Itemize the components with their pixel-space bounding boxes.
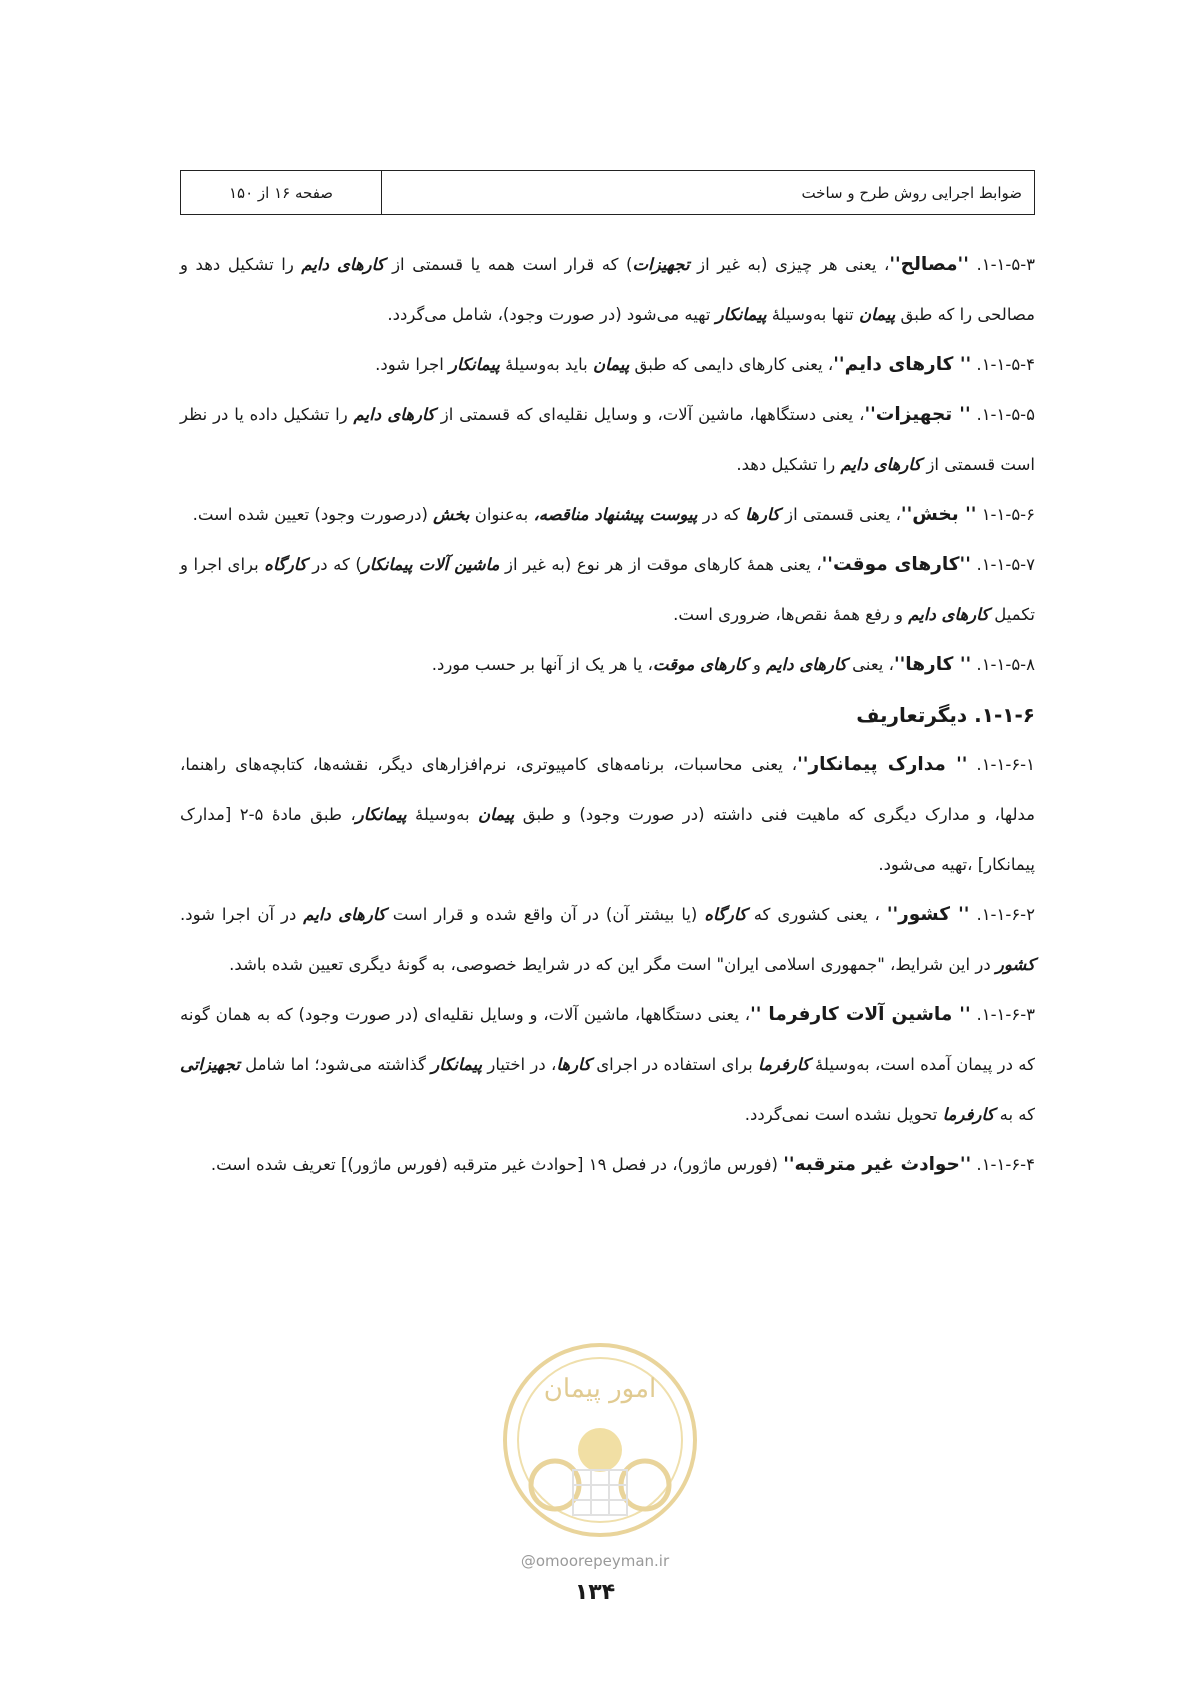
clause-number: ۱-۱-۵-۷. (970, 555, 1035, 574)
defined-term: '' بخش'' (900, 504, 977, 525)
term-reference: پیمانکار (449, 355, 500, 374)
definition-paragraph: ۱-۱-۵-۵. '' تجهیزات''، یعنی دستگاهها، ماشین آلات، و وسایل نقلیه‌ای که قسمتی از کارهای دایم را تشکیل داده یا در نظر است قسمتی از کارهای دایم را تشکیل دهد. (180, 404, 1035, 474)
term-reference: پیمان (593, 355, 630, 374)
clause-number: ۱-۱-۵-۵. (970, 405, 1035, 424)
definition-paragraph: ۱-۱-۵-۶ '' بخش''، یعنی قسمتی از کارها که در پیوست پیشنهاد مناقصه، به‌عنوان بخش (درصورت وجود) تعیین شده است. (192, 504, 1035, 525)
defined-term: ''مصالح'' (889, 254, 969, 275)
term-reference: کارفرما (942, 1105, 995, 1124)
definition-paragraph: ۱-۱-۵-۴. '' کارهای دایم''، یعنی کارهای دایمی که طبق پیمان باید به‌وسیلهٔ پیمانکار اجرا شود. (375, 354, 1035, 375)
term-reference: پیمانکار (355, 805, 407, 824)
clause-number: ۱-۱-۶-۲. (969, 905, 1035, 924)
term-reference: ماشین آلات پیمانکار (361, 555, 500, 574)
definition-paragraph: ۱-۱-۶-۴. ''حوادث غیر مترقبه'' (فورس ماژور)، در فصل ۱۹ [حوادث غیر مترقبه (فورس ماژور)] تعریف شده است. (210, 1154, 1035, 1175)
header-table (180, 170, 1035, 215)
clause-number: ۱-۱-۵-۶ (976, 505, 1035, 524)
defined-term: '' کارها'' (893, 654, 972, 675)
defined-term: '' مدارک پیمانکار'' (797, 754, 968, 775)
section-heading: ۱-۱-۶. دیگرتعاریف (856, 703, 1035, 727)
term-reference: کارهای دایم (303, 905, 386, 924)
term-reference: پیمان (478, 805, 515, 824)
term-reference: کارها (556, 1055, 591, 1074)
term-reference: کارگاه (264, 555, 307, 574)
defined-term: ''حوادث غیر مترقبه'' (783, 1154, 972, 1175)
defined-term: ''کارهای موقت'' (821, 554, 971, 575)
clause-number: ۱-۱-۶-۴. (971, 1155, 1035, 1174)
page-number: ۱۳۴ (574, 1580, 616, 1605)
term-reference: تجهیزات (632, 255, 690, 274)
defined-term: '' کشور'' (886, 904, 970, 925)
page-count-label: صفحه ۱۶ از ۱۵۰ (228, 183, 334, 202)
defined-term: '' کارهای دایم'' (833, 354, 972, 375)
definition-paragraph: ۱-۱-۶-۲. '' کشور'' ، یعنی کشوری که کارگاه (یا بیشتر آن) در آن واقع شده و قرار است کارهای دایم در آن اجرا شود. کشور در این شرایط، "جمهوری اسلامی ایران" است مگر این که در شرایط خصوصی، به گونهٔ دیگری تعیین شده باشد. (180, 904, 1035, 974)
definition-paragraph: ۱-۱-۶-۱. '' مدارک پیمانکار''، یعنی محاسبات، برنامه‌های کامپیوتری، نرم‌افزارهای دیگر، نقشه‌ها، کتابچه‌های راهنما، مدلها، و مدارک دیگری که ماهیت فنی داشته (در صورت وجود) و طبق پیمان به‌وسیلهٔ پیمانکار، طبق مادهٔ ۵-۲ [مدارک پیمانکار] ،تهیه می‌شود. (180, 754, 1035, 874)
term-reference: کارهای دایم (353, 405, 435, 424)
watermark-logo-text: امور پیمان (543, 1374, 657, 1404)
term-reference: تجهیزاتی (180, 1055, 240, 1074)
clause-number: ۱-۱-۶-۱. (967, 755, 1035, 774)
term-reference: کارها (745, 505, 780, 524)
term-reference: کارهای دایم (301, 255, 385, 274)
term-reference: کارهای دایم (840, 455, 922, 474)
term-reference: پیمانکار (431, 1055, 483, 1074)
definition-paragraph: ۱-۱-۶-۳. '' ماشین آلات کارفرما ''، یعنی دستگاهها، ماشین آلات، و وسایل نقلیه‌ای (در صورت وجود) که به همان گونه که در پیمان آمده است، به‌وسیلهٔ کارفرما برای استفاده در اجرای کارها، در اختیار پیمانکار گذاشته می‌شود؛ اما شامل تجهیزاتی که به کارفرما تحویل نشده است نمی‌گردد. (180, 1004, 1036, 1124)
term-reference: کشور (995, 955, 1035, 974)
definition-paragraph: ۱-۱-۵-۳. ''مصالح''، یعنی هر چیزی (به غیر از تجهیزات) که قرار است همه یا قسمتی از کارهای دایم را تشکیل دهد و مصالحی را که طبق پیمان تنها به‌وسیلهٔ پیمانکار تهیه می‌شود (در صورت وجود)، شامل می‌گردد. (180, 254, 1036, 324)
document-body (180, 240, 1035, 1190)
clause-number: ۱-۱-۵-۳. (968, 255, 1036, 274)
definition-paragraph: ۱-۱-۵-۸. '' کارها''، یعنی کارهای دایم و کارهای موقت، یا هر یک از آنها بر حسب مورد. (431, 654, 1035, 675)
term-reference: کارفرما (758, 1055, 810, 1074)
term-reference: پیمان (859, 305, 896, 324)
defined-term: '' تجهیزات'' (864, 404, 971, 425)
watermark-url: @omoorepeyman.ir (520, 1552, 670, 1570)
omoorepeyman-logo-watermark (495, 1335, 705, 1565)
clause-number: ۱-۱-۵-۴. (971, 355, 1035, 374)
term-reference: کارهای دایم (766, 655, 847, 674)
term-reference: پیوست پیشنهاد مناقصه، (533, 505, 698, 524)
term-reference: پیمانکار (715, 305, 767, 324)
term-reference: بخش (433, 505, 470, 524)
definition-paragraph: ۱-۱-۵-۷. ''کارهای موقت''، یعنی همهٔ کارهای موقت از هر نوع (به غیر از ماشین آلات پیمانکار) که در کارگاه برای اجرا و تکمیل کارهای دایم و رفع همهٔ نقص‌ها، ضروری است. (180, 554, 1035, 624)
term-reference: کارهای موقت (652, 655, 748, 674)
clause-number: ۱-۱-۶-۳. (970, 1005, 1036, 1024)
defined-term: '' ماشین آلات کارفرما '' (750, 1004, 971, 1025)
document-title: ضوابط اجرایی روش طرح و ساخت (381, 171, 1034, 214)
term-reference: کارگاه (704, 905, 747, 924)
clause-number: ۱-۱-۵-۸. (971, 655, 1035, 674)
term-reference: کارهای دایم (908, 605, 990, 624)
